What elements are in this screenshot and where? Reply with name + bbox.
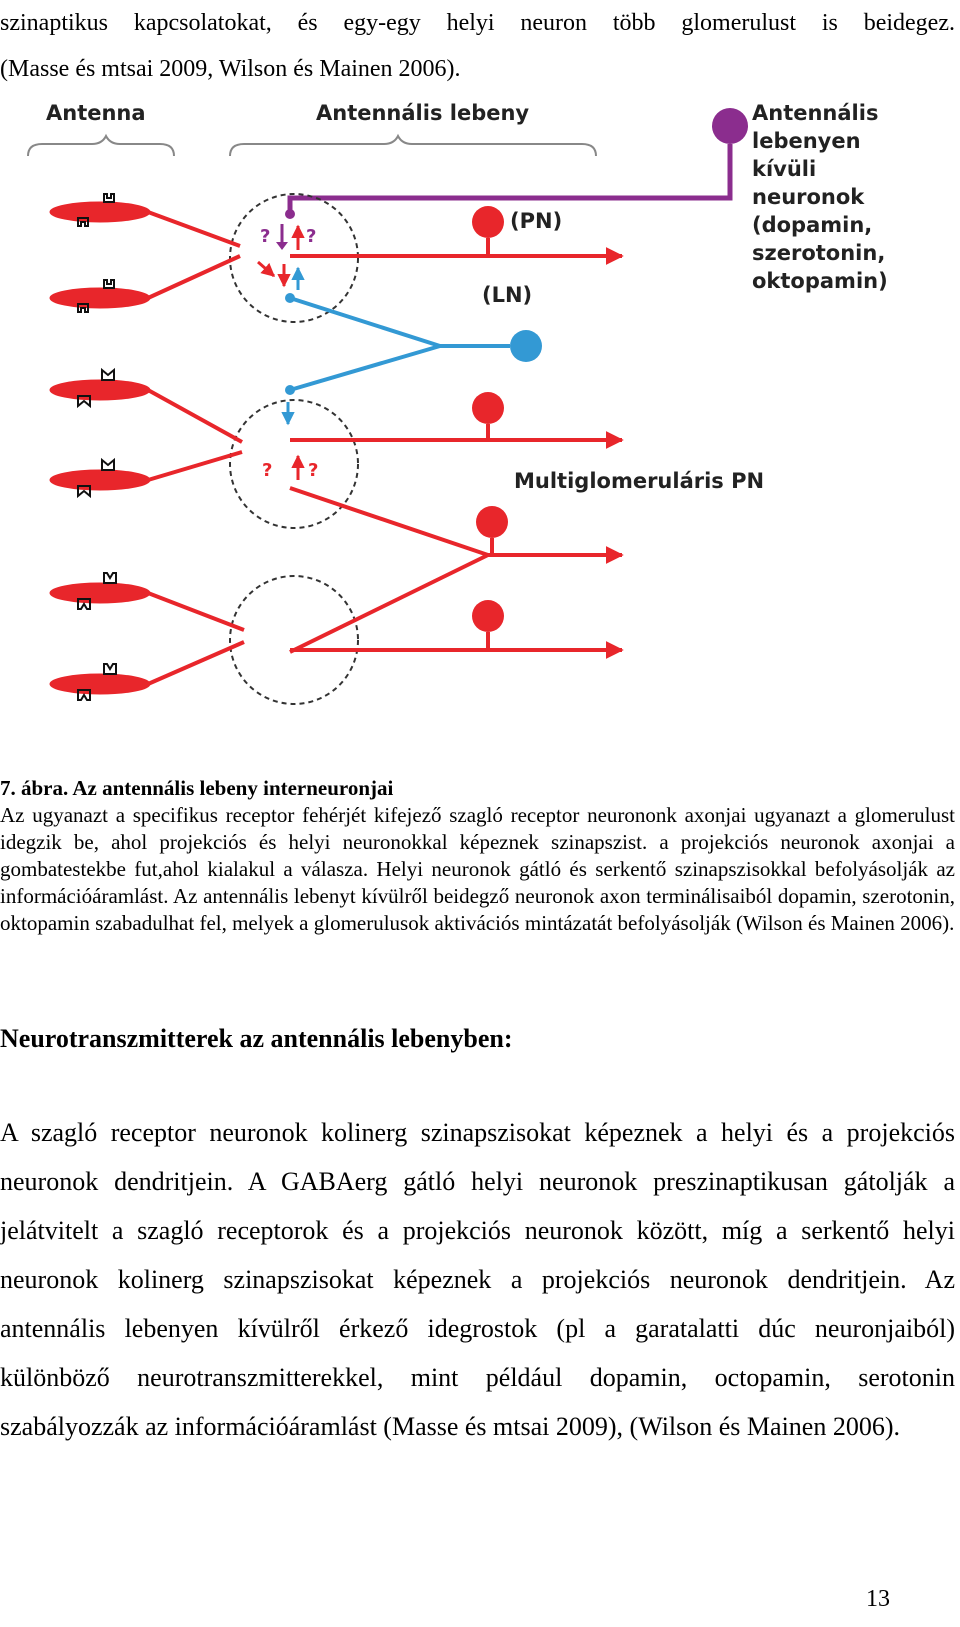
svg-text:?: ? — [260, 226, 271, 247]
label-multiglomerular-pn: Multiglomeruláris PN — [514, 469, 765, 493]
figure-antennal-lobe-diagram — [0, 90, 960, 730]
receptor-neuron — [50, 202, 150, 222]
receptor-neuron — [50, 583, 150, 603]
intro-line-1: szinaptikus kapcsolatokat, és egy-egy helyi neuron több glomerulust is beidegez. — [0, 10, 955, 36]
label-antenna: Antenna — [46, 101, 146, 125]
svg-text:lebenyen: lebenyen — [752, 129, 861, 153]
svg-text:kívüli: kívüli — [752, 157, 817, 181]
receptor-neurons — [50, 202, 244, 694]
figure-caption — [0, 775, 955, 937]
svg-text:neuronok: neuronok — [752, 185, 865, 209]
svg-text:szerotonin,: szerotonin, — [752, 241, 886, 265]
receptor-neuron — [50, 470, 150, 490]
label-ln: (LN) — [482, 283, 533, 307]
glomerulus-3 — [230, 576, 358, 704]
glomerulus-2 — [230, 400, 358, 528]
brace-antennal-lobe — [230, 136, 596, 156]
brace-antenna — [28, 136, 174, 156]
caption-title: Az antennális lebeny interneuronjai — [72, 776, 394, 800]
intro-text — [0, 0, 955, 92]
svg-text:(dopamin,: (dopamin, — [752, 213, 873, 237]
intro-line-2: (Masse és mtsai 2009, Wilson és Mainen 2006). — [0, 56, 461, 82]
svg-text:oktopamin): oktopamin) — [752, 269, 888, 293]
section-paragraph: A szagló receptor neuronok kolinerg szinapszisokat képeznek a helyi és a projekciós neuronok dendritjein. A GABAerg gátló helyi neuronok preszinaptikusan gátolják a jelátvitelt a szagló receptorok és a projekciós neuronok között, míg a serkentő helyi neuronok kolinerg szinapszisokat képeznek a projekciós neuronok dendritjein. Az antennális lebenyen kívülről érkező idegrostok (pl a garatalatti dúc neuronjaiból) különböző neurotranszmitterekkel, mint például dopamin, octopamin, serotonin szabályozzák az információáramlást (Masse és mtsai 2009), (Wilson és Mainen 2006). — [0, 1118, 955, 1441]
page-number: 13 — [866, 1586, 890, 1612]
caption-text: Az ugyanazt a specifikus receptor fehérjét kifejező szagló receptor neurononk axonjai ugyanazt a glomerulust idegzik be, ahol projekciós és helyi neuronokkal képeznek szinapszist. a projekciós neuronok axonjai a gombatestekbe fut,ahol kialakul a válasza. Helyi neuronok gátló és serkentő szinapszisokkal befolyásolják az információáramlást. Az antennális lebenyt kívülről beidegző neuronok axon terminálisaiból dopamin, szerotonin, oktopamin szabadulhat fel, melyek a glomerulusok aktivációs mintázatát befolyásolják (Wilson és Mainen 2006). — [0, 803, 955, 935]
projection-neuron-3 — [290, 600, 622, 650]
label-pn: (PN) — [510, 209, 563, 233]
multiglomerular-projection-neuron — [290, 488, 622, 652]
svg-text:Antennális: Antennális — [752, 101, 879, 125]
label-outside-neurons — [752, 101, 888, 293]
projection-neuron-2 — [290, 392, 622, 440]
receptor-symbols — [78, 194, 116, 700]
receptor-neuron — [50, 674, 150, 694]
label-antennal-lobe: Antennális lebeny — [316, 101, 530, 125]
section-heading: Neurotranszmitterek az antennális lebenyben: — [0, 1024, 513, 1053]
svg-text:?: ? — [306, 226, 317, 247]
local-interneuron — [285, 293, 542, 395]
svg-text:?: ? — [308, 460, 319, 481]
caption-number: 7. ábra. — [0, 776, 69, 800]
receptor-neuron — [50, 380, 150, 400]
receptor-neuron — [50, 288, 150, 308]
svg-text:?: ? — [262, 460, 273, 481]
